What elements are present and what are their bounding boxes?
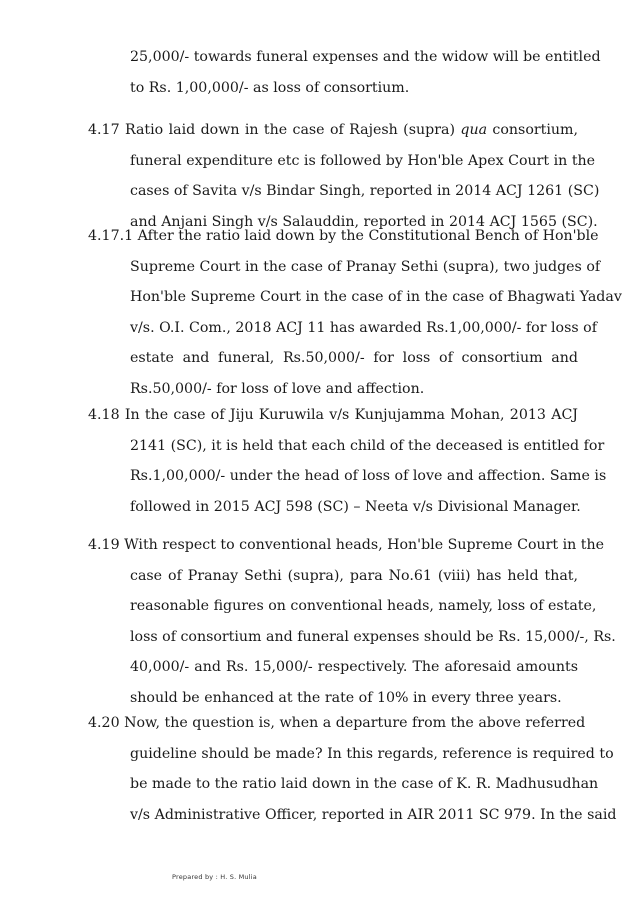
text-line: reasonable figures on conventional heads, namely, loss of estate, — [130, 598, 597, 614]
text-line: funeral expenditure etc is followed by Hon'ble Apex Court in the — [130, 152, 596, 169]
text-line: be made to the ratio laid down in the case of K. R. Madhusudhan — [130, 776, 599, 792]
text-line: 4.17 Ratio laid down in the case of Rajesh (supra) qua consortium, — [88, 122, 578, 138]
footer-prepared-by: Prepared by : H. S. Mulia — [172, 873, 257, 881]
text-line: cases of Savita v/s Bindar Singh, reported in 2014 ACJ 1261 (SC) — [130, 183, 600, 199]
text-line: to Rs. 1,00,000/- as loss of consortium. — [130, 79, 410, 96]
paragraph-4-18 — [88, 400, 607, 522]
text-line: estate and funeral, Rs.50,000/- for loss of consortium and — [130, 350, 578, 366]
text-line: Supreme Court in the case of Pranay Sethi (supra), two judges of — [130, 258, 601, 275]
text-line: 2141 (SC), it is held that each child of the deceased is entitled for — [130, 437, 605, 454]
paragraph-4-20 — [88, 708, 617, 830]
text-line: 25,000/- towards funeral expenses and the widow will be entitled — [130, 49, 601, 65]
paragraph-continuation — [88, 42, 601, 103]
text-line: case of Pranay Sethi (supra), para No.61 (viii) has held that, — [130, 567, 578, 584]
text-line: followed in 2015 ACJ 598 (SC) – Neeta v/s Divisional Manager. — [130, 498, 581, 515]
paragraph-4-17-1 — [88, 221, 622, 404]
paragraph-4-19 — [88, 530, 616, 713]
text-line: loss of consortium and funeral expenses should be Rs. 15,000/-, Rs. — [130, 628, 616, 645]
text-line: Rs.50,000/- for loss of love and affection. — [130, 380, 425, 397]
text-line: 4.17.1 After the ratio laid down by the Constitutional Bench of Hon'ble — [88, 228, 599, 244]
text-line: 4.18 In the case of Jiju Kuruwila v/s Kunjujamma Mohan, 2013 ACJ — [88, 407, 578, 423]
text-line: v/s Administrative Officer, reported in AIR 2011 SC 979. In the said — [130, 806, 617, 823]
text-line: Hon'ble Supreme Court in the case of in the case of Bhagwati Yadav — [130, 289, 622, 305]
text-line: 4.20 Now, the question is, when a departure from the above referred — [88, 715, 586, 731]
paragraph-4-17 — [88, 115, 600, 237]
text-line: should be enhanced at the rate of 10% in every three years. — [130, 689, 562, 706]
text-line: and Anjani Singh v/s Salauddin, reported in 2014 ACJ 1565 (SC). — [130, 213, 598, 230]
text-line: guideline should be made? In this regards, reference is required to — [130, 745, 614, 762]
text-line: 4.19 With respect to conventional heads, Hon'ble Supreme Court in the — [88, 537, 605, 553]
text-line: Rs.1,00,000/- under the head of loss of love and affection. Same is — [130, 468, 607, 484]
text-line: v/s. O.I. Com., 2018 ACJ 11 has awarded Rs.1,00,000/- for loss of — [130, 319, 597, 336]
text-line: 40,000/- and Rs. 15,000/- respectively. The aforesaid amounts — [130, 659, 578, 675]
